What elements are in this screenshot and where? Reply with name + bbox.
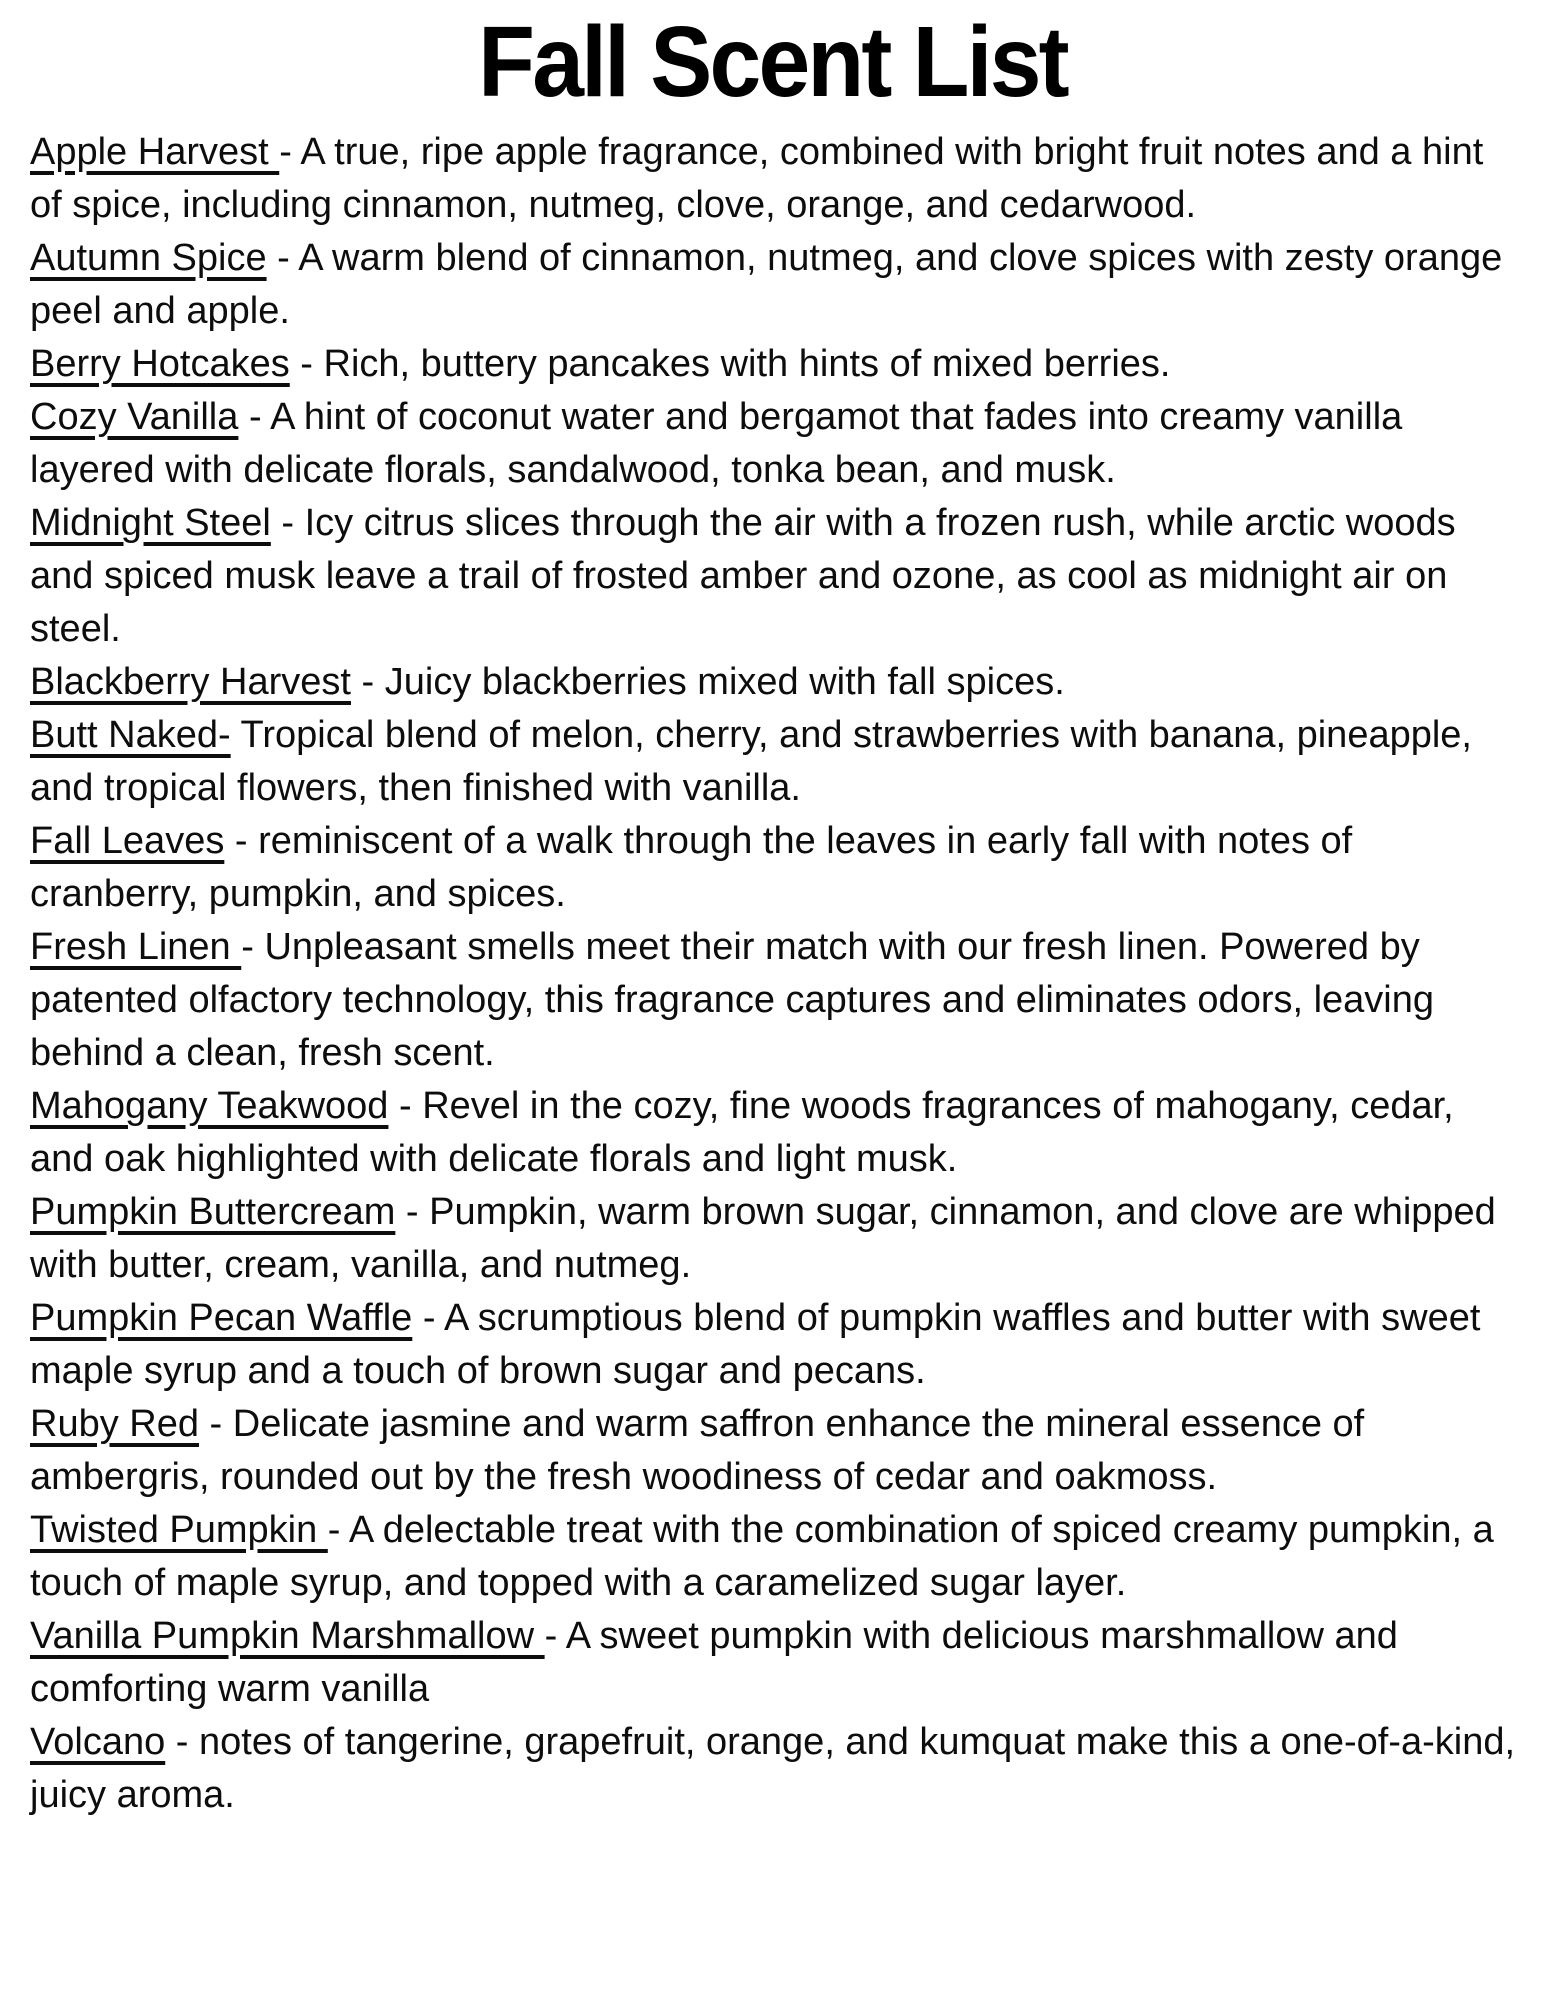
- scent-entry: [30, 1504, 1515, 1610]
- scent-description: - Pumpkin, warm brown sugar, cinnamon, and clove are whipped with butter, cream, vanilla, and nutmeg.: [30, 1191, 1507, 1286]
- scent-description: - A scrumptious blend of pumpkin waffles and butter with sweet maple syrup and a touch of brown sugar and pecans.: [30, 1297, 1491, 1392]
- scent-name: Twisted Pumpkin: [30, 1509, 328, 1551]
- scent-entry: [30, 1716, 1526, 1822]
- scent-name: Cozy Vanilla: [30, 396, 239, 438]
- scent-name: Volcano: [30, 1721, 166, 1763]
- scent-name: Fresh Linen: [30, 926, 242, 968]
- scent-entry: [30, 921, 1515, 1080]
- scent-name: Blackberry Harvest: [30, 661, 351, 703]
- scent-description: - A delectable treat with the combination of spiced creamy pumpkin, a touch of maple syrup, and topped with a caramelized sugar layer.: [30, 1509, 1505, 1604]
- scent-description: - Revel in the cozy, fine woods fragrances of mahogany, cedar, and oak highlighted with delicate florals and light musk.: [30, 1085, 1465, 1180]
- scent-entry: [30, 338, 1515, 391]
- scent-name: Pumpkin Buttercream: [30, 1191, 396, 1233]
- scent-description: - Unpleasant smells meet their match with our fresh linen. Powered by patented olfactory technology, this fragrance captures and eliminates odors, leaving behind a clean, fresh scent.: [30, 926, 1445, 1074]
- scent-name: Berry Hotcakes: [30, 343, 290, 385]
- scent-name: Pumpkin Pecan Waffle: [30, 1297, 413, 1339]
- scent-description: - Icy citrus slices through the air with a frozen rush, while arctic woods and spiced musk leave a trail of frosted amber and ozone, as cool as midnight air on steel.: [30, 502, 1467, 650]
- scent-description: - A warm blend of cinnamon, nutmeg, and clove spices with zesty orange peel and apple.: [30, 237, 1513, 332]
- scent-name: Mahogany Teakwood: [30, 1085, 389, 1127]
- scent-name: Fall Leaves: [30, 820, 225, 862]
- scent-description: Tropical blend of melon, cherry, and strawberries with banana, pineapple, and tropical flowers, then finished with vanilla.: [30, 714, 1483, 809]
- scent-description: - reminiscent of a walk through the leaves in early fall with notes of cranberry, pumpkin, and spices.: [30, 820, 1363, 915]
- scent-entry: [30, 656, 1515, 709]
- scent-name: Ruby Red: [30, 1403, 199, 1445]
- scent-description: - A sweet pumpkin with delicious marshmallow and comforting warm vanilla: [30, 1615, 1409, 1710]
- scent-description: - A true, ripe apple fragrance, combined with bright fruit notes and a hint of spice, including cinnamon, nutmeg, clove, orange, and cedarwood.: [30, 131, 1494, 226]
- scent-entry: [30, 815, 1515, 921]
- scent-name: Midnight Steel: [30, 502, 271, 544]
- scent-entry: [30, 497, 1515, 656]
- scent-description: - notes of tangerine, grapefruit, orange, and kumquat make this a one-of-a-kind, juicy aroma.: [30, 1721, 1526, 1816]
- scent-entry: [30, 1080, 1515, 1186]
- scent-description: - Rich, buttery pancakes with hints of mixed berries.: [289, 343, 1171, 385]
- scent-description: - A hint of coconut water and bergamot that fades into creamy vanilla layered with delicate florals, sandalwood, tonka bean, and musk.: [30, 396, 1413, 491]
- scent-entry: [30, 391, 1515, 497]
- scent-name: Apple Harvest: [30, 131, 280, 173]
- scent-entry: [30, 232, 1515, 338]
- scent-list: [30, 126, 1526, 1822]
- scent-description: - Juicy blackberries mixed with fall spices.: [350, 661, 1065, 703]
- scent-entry: [30, 1398, 1515, 1504]
- scent-entry: [30, 1186, 1515, 1292]
- scent-name: Vanilla Pumpkin Marshmallow: [30, 1615, 545, 1657]
- scent-name: Autumn Spice: [30, 237, 267, 279]
- scent-name: Butt Naked-: [30, 714, 231, 756]
- scent-entry: [30, 126, 1515, 232]
- scent-entry: [30, 709, 1515, 815]
- page-title: Fall Scent List: [478, 6, 1067, 118]
- scent-entry: [30, 1610, 1515, 1716]
- scent-entry: [30, 1292, 1515, 1398]
- scent-description: - Delicate jasmine and warm saffron enhance the mineral essence of ambergris, rounded out by the fresh woodiness of cedar and oakmoss.: [30, 1403, 1375, 1498]
